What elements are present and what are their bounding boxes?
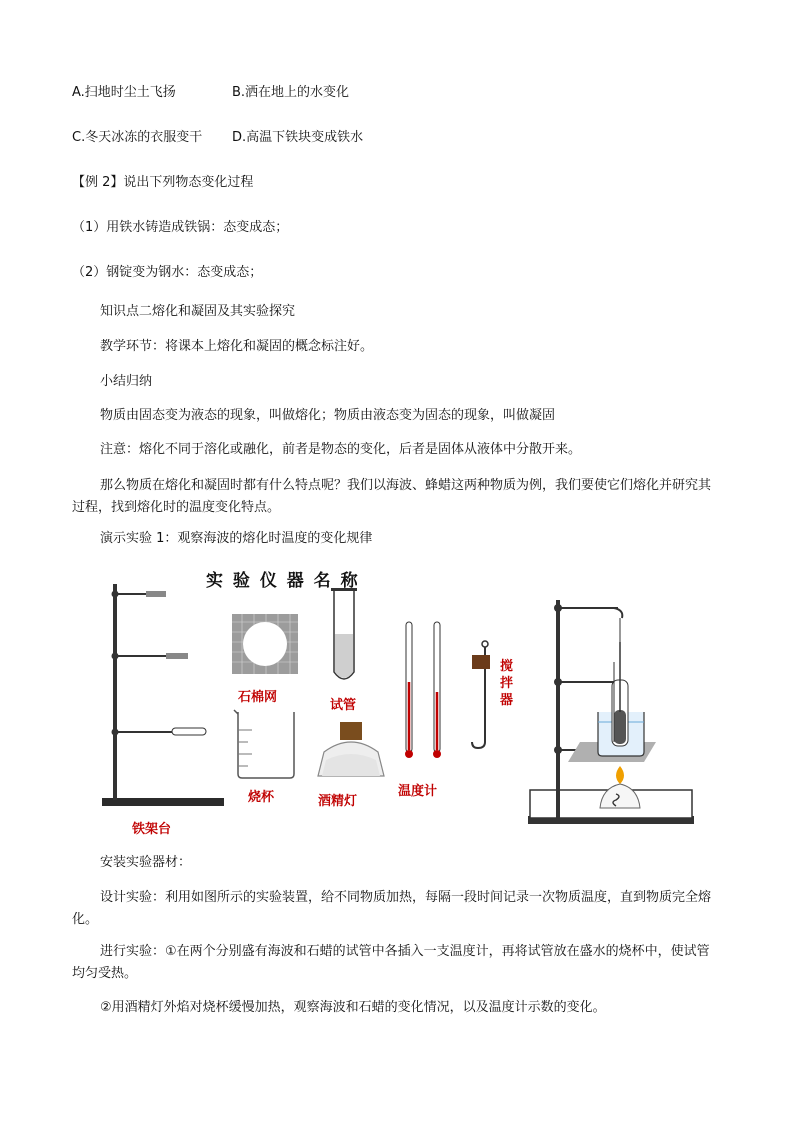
label-gauze: 石棉网 xyxy=(238,690,278,705)
test-tube-drawing xyxy=(331,588,357,679)
assembled-apparatus-drawing xyxy=(528,600,694,824)
label-stirrer: 搅拌器 xyxy=(500,659,514,708)
question-paragraph: 那么物质在熔化和凝固时都有什么特点呢？我们以海波、蜂蜡这两种物质为例，我们要使它们熔化并研究其过程，找到熔化时的温度变化特点。 xyxy=(72,478,712,515)
note-text: 注意：熔化不同于溶化或融化，前者是物态的变化，后者是固体从液体中分散开来。 xyxy=(100,442,582,457)
step2-text: ②用酒精灯外焰对烧杯缓慢加热，观察海波和石蜡的变化情况，以及温度计示数的变化。 xyxy=(100,1000,606,1015)
label-beaker: 烧杯 xyxy=(248,790,275,805)
definition-text: 物质由固态变为液态的现象，叫做熔化；物质由液态变为固态的现象，叫做凝固 xyxy=(100,408,556,423)
teaching-note: 教学环节：将课本上熔化和凝固的概念标注好。 xyxy=(100,339,374,354)
stirrer-drawing xyxy=(472,641,490,748)
option-d: D.高温下铁块变成铁水 xyxy=(232,130,364,145)
option-c: C.冬天冰冻的衣服变干 xyxy=(72,130,203,145)
install-text: 安装实验器材： xyxy=(100,855,192,870)
label-stand: 铁架台 xyxy=(132,822,172,837)
alcohol-lamp-drawing xyxy=(318,722,384,776)
design-paragraph: 设计实验：利用如图所示的实验装置，给不同物质加热，每隔一段时间记录一次物质温度，直到物质完全熔化。 xyxy=(72,890,712,927)
label-lamp: 酒精灯 xyxy=(318,794,358,809)
example2-title: 【例 2】说出下列物态变化过程 xyxy=(72,175,254,190)
demo-title: 演示实验 1：观察海波的熔化时温度的变化规律 xyxy=(100,531,373,546)
iron-stand-drawing xyxy=(102,584,224,806)
apparatus-diagram xyxy=(96,562,712,842)
thermometers-drawing xyxy=(405,622,441,758)
beaker-drawing xyxy=(234,710,294,778)
example2-q2: （2）钢锭变为钢水：态变成态； xyxy=(72,265,263,280)
section2-heading: 知识点二熔化和凝固及其实验探究 xyxy=(100,304,296,319)
label-thermometer: 温度计 xyxy=(398,784,438,799)
option-b: B.洒在地上的水变化 xyxy=(232,85,350,100)
gauze-drawing xyxy=(232,614,298,674)
option-a: A.扫地时尘土飞扬 xyxy=(72,85,176,100)
step1-paragraph: 进行实验：①在两个分别盛有海波和石蜡的试管中各插入一支温度计，再将试管放在盛水的烧杯中，使试管均匀受热。 xyxy=(72,944,710,981)
label-tube: 试管 xyxy=(330,698,357,713)
example2-q1: （1）用铁水铸造成铁锅：态变成态； xyxy=(72,220,289,235)
apparatus-drawing xyxy=(96,562,712,842)
diagram-title: 实 验 仪 器 名 称 xyxy=(206,571,360,591)
summary-title: 小结归纳 xyxy=(100,374,153,389)
